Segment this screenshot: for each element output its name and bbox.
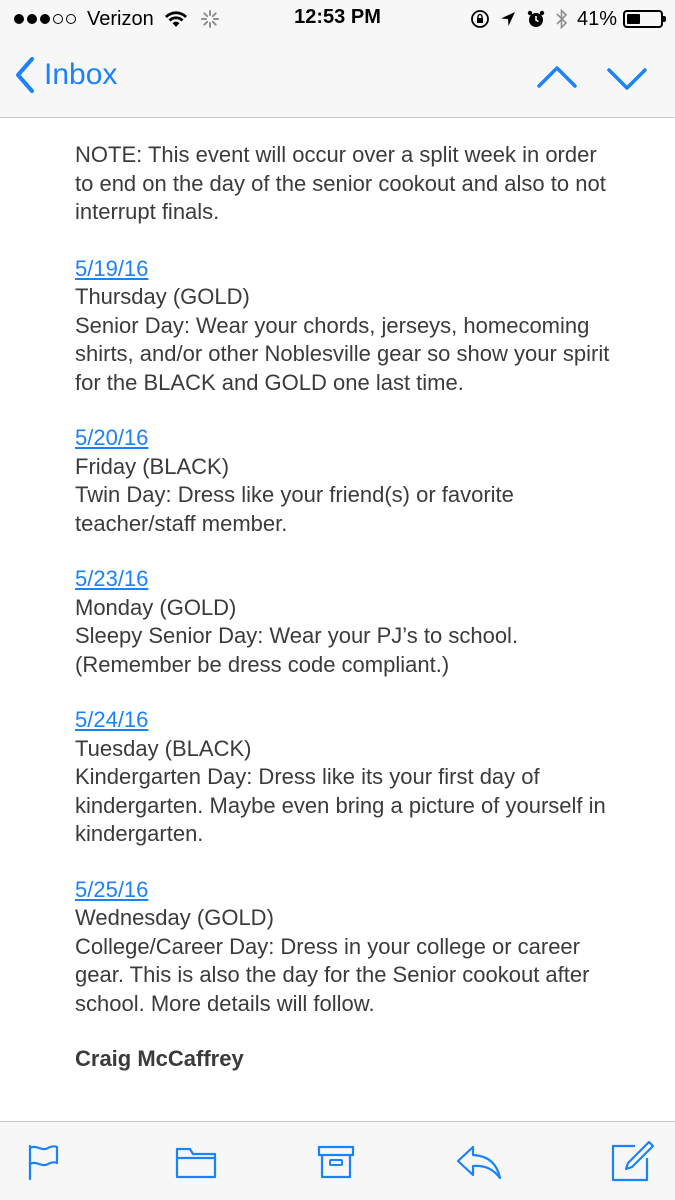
event-day (75, 424, 615, 538)
flag-icon (26, 1143, 60, 1181)
flag-button[interactable] (19, 1140, 67, 1184)
location-icon (499, 10, 517, 28)
email-note: NOTE: This event will occur over a split week in order to end on the day of the senior cookout and also to not interrupt finals. (75, 142, 606, 224)
battery-percentage: 41% (576, 7, 617, 30)
back-button-label: Inbox (44, 58, 118, 91)
status-time: 12:53 PM (294, 6, 381, 28)
date-link[interactable]: 5/19/16 (75, 255, 149, 281)
rotation-lock-icon (470, 9, 490, 29)
event-day (75, 255, 615, 398)
archive-button[interactable] (312, 1140, 360, 1184)
bluetooth-icon (555, 8, 569, 30)
date-link[interactable]: 5/20/16 (75, 425, 149, 450)
back-to-inbox-button[interactable] (14, 56, 117, 94)
archive-icon (316, 1143, 356, 1181)
compose-button[interactable] (608, 1140, 656, 1184)
next-message-chevron-down-icon[interactable] (605, 58, 649, 98)
previous-message-chevron-up-icon[interactable] (535, 58, 579, 98)
email-body (0, 118, 675, 1121)
navigation-bar (0, 38, 675, 118)
status-bar (0, 0, 675, 38)
battery-level-fill (627, 14, 640, 24)
day-name: Tuesday (BLACK) (75, 735, 252, 761)
day-name: Thursday (GOLD) (75, 284, 250, 309)
reply-icon (455, 1143, 503, 1181)
day-description: Kindergarten Day: Dress like its your first day of kindergarten. Maybe even bring a picture of yourself in kindergarten. (75, 764, 606, 846)
event-day (75, 876, 615, 1019)
day-name: Wednesday (GOLD) (75, 905, 274, 930)
message-navigation (509, 58, 649, 98)
reply-button[interactable] (455, 1140, 503, 1184)
day-name: Monday (GOLD) (75, 594, 237, 620)
alarm-icon (526, 9, 546, 29)
date-link[interactable]: 5/23/16 (75, 566, 149, 591)
chevron-left-icon (14, 56, 36, 94)
battery-icon (623, 10, 663, 28)
date-link[interactable]: 5/24/16 (75, 707, 149, 732)
event-day (75, 565, 615, 679)
day-description: Senior Day: Wear your chords, jerseys, homecoming shirts, and/or other Noblesville gear so show your spirit for the BLACK and GOLD one last time. (75, 312, 610, 395)
compose-icon (609, 1140, 655, 1184)
carrier-name: Verizon (87, 7, 154, 30)
day-description: Twin Day: Dress like your friend(s) or favorite teacher/staff member. (75, 482, 514, 536)
folder-icon (174, 1144, 218, 1180)
status-right (461, 6, 663, 32)
day-description: Sleepy Senior Day: Wear your PJ’s to school. (Remember be dress code compliant.) (75, 623, 519, 677)
bottom-toolbar (0, 1121, 675, 1200)
event-day (75, 706, 615, 849)
move-to-folder-button[interactable] (172, 1140, 220, 1184)
date-link[interactable]: 5/25/16 (75, 876, 149, 902)
email-signature: Craig McCaffrey (75, 1046, 244, 1071)
day-name: Friday (BLACK) (75, 453, 230, 479)
day-description: College/Career Day: Dress in your college or career gear. This is also the day for the Senior cookout after school. More details will follow. (75, 933, 590, 1016)
